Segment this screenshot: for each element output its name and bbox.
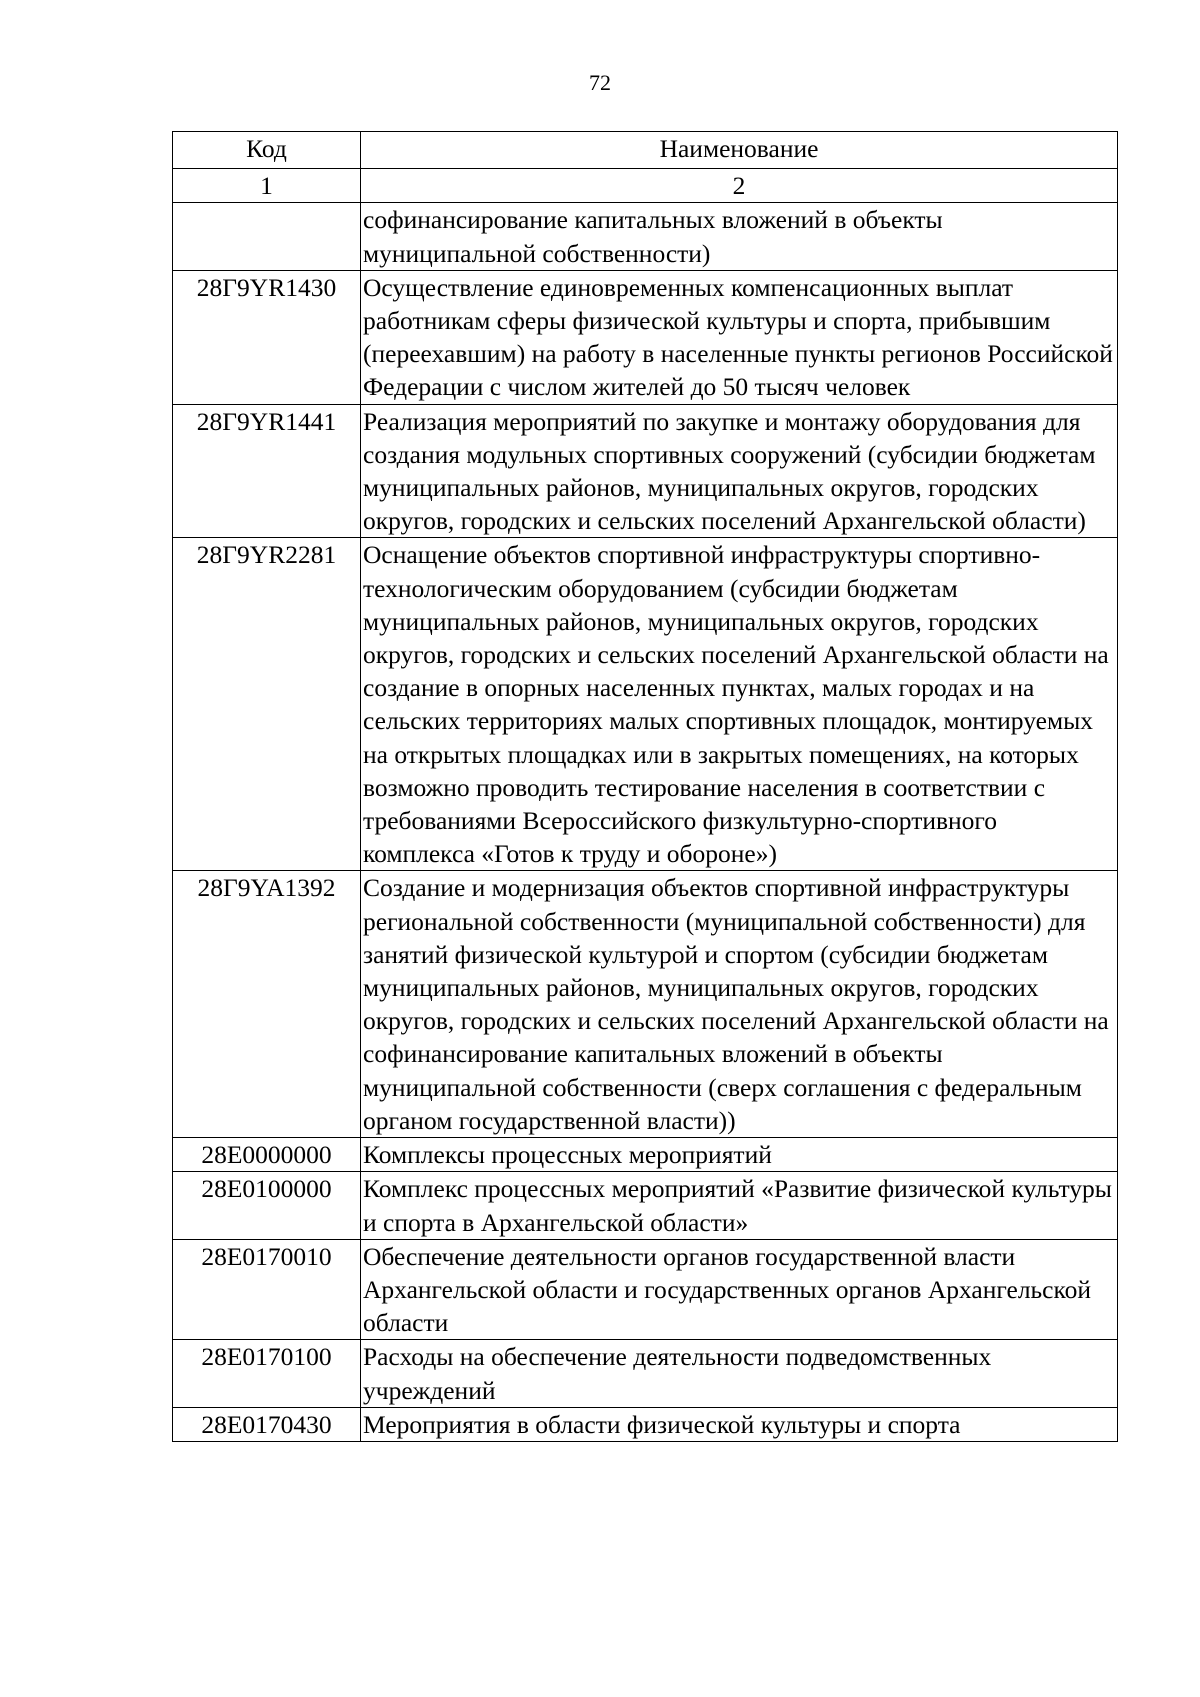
header-name: Наименование (361, 132, 1118, 169)
table-row (173, 538, 1118, 871)
row-code: 28Г9YA1392 (173, 871, 361, 1138)
header-row (173, 132, 1118, 169)
row-name: Комплексы процессных мероприятий (361, 1138, 1118, 1172)
row-code: 28Е0170430 (173, 1407, 361, 1441)
row-name: Мероприятия в области физической культуры и спорта (361, 1407, 1118, 1441)
row-name: Реализация мероприятий по закупке и монтажу оборудования для создания модульных спортивных сооружений (субсидии бюджетам муниципальных районов, муниципальных округов, городских округов, городских и сельских поселений Архангельской области) (361, 404, 1118, 538)
table-row (173, 1172, 1118, 1239)
column-number-1: 1 (173, 169, 361, 203)
row-name: Комплекс процессных мероприятий «Развитие физической культуры и спорта в Архангельской области» (361, 1172, 1118, 1239)
table-row (173, 203, 1118, 270)
table-row (173, 1340, 1118, 1407)
table-row (173, 871, 1118, 1138)
column-number-2: 2 (361, 169, 1118, 203)
table-row (173, 1407, 1118, 1441)
budget-code-table (172, 131, 1118, 1442)
row-code: 28Е0170100 (173, 1340, 361, 1407)
row-name: софинансирование капитальных вложений в объекты муниципальной собственности) (361, 203, 1118, 270)
row-name: Оснащение объектов спортивной инфраструктуры спортивно-технологическим оборудованием (субсидии бюджетам муниципальных районов, муниципальных округов, городских округов, городских и сельских поселений Архангельской области на создание в опорных населенных пунктах, малых городах и на сельских территориях малых спортивных площадок, монтируемых на открытых площадках или в закрытых помещениях, на которых возможно проводить тестирование населения в соответствии с требованиями Всероссийского физкультурно-спортивного комплекса «Готов к труду и обороне») (361, 538, 1118, 871)
row-code: 28Е0100000 (173, 1172, 361, 1239)
row-code: 28Е0170010 (173, 1239, 361, 1340)
row-code: 28Г9YR1441 (173, 404, 361, 538)
page-number: 72 (589, 70, 611, 95)
table-row (173, 404, 1118, 538)
table-row (173, 270, 1118, 404)
table-row (173, 1239, 1118, 1340)
column-number-row (173, 169, 1118, 203)
row-name: Обеспечение деятельности органов государственной власти Архангельской области и государственных органов Архангельской области (361, 1239, 1118, 1340)
table-row (173, 1138, 1118, 1172)
row-name: Осуществление единовременных компенсационных выплат работникам сферы физической культуры и спорта, прибывшим (переехавшим) на работу в населенные пункты регионов Российской Федерации с числом жителей до 50 тысяч человек (361, 270, 1118, 404)
row-name: Создание и модернизация объектов спортивной инфраструктуры региональной собственности (муниципальной собственности) для занятий физической культурой и спортом (субсидии бюджетам муниципальных районов, муниципальных округов, городских округов, городских и сельских поселений Архангельской области на софинансирование капитальных вложений в объекты муниципальной собственности (сверх соглашения с федеральным органом государственной власти)) (361, 871, 1118, 1138)
row-name: Расходы на обеспечение деятельности подведомственных учреждений (361, 1340, 1118, 1407)
row-code: 28Е0000000 (173, 1138, 361, 1172)
row-code: 28Г9YR1430 (173, 270, 361, 404)
row-code (173, 203, 361, 270)
row-code: 28Г9YR2281 (173, 538, 361, 871)
header-code: Код (173, 132, 361, 169)
